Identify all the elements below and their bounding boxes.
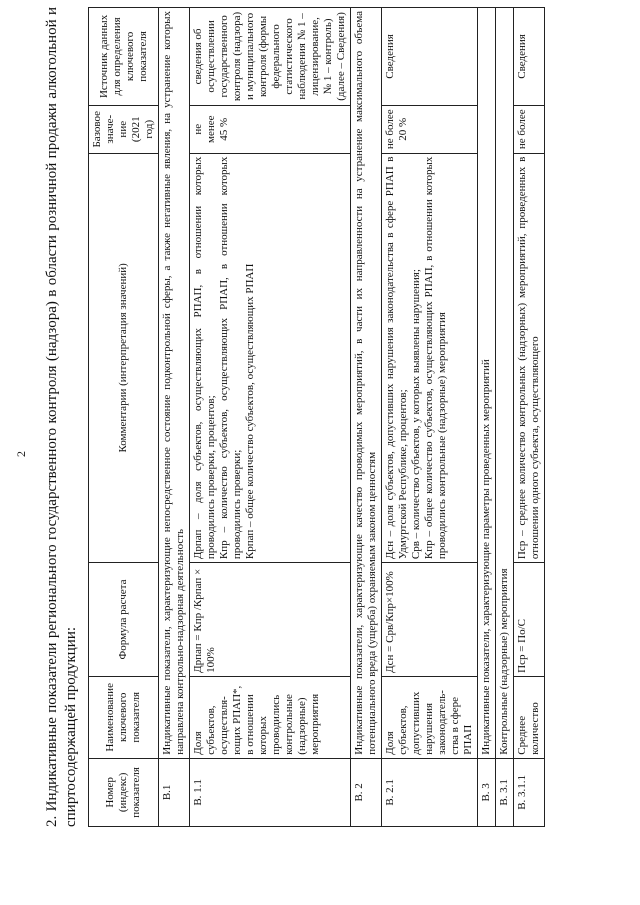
indicator-source: сведения об осуществлении государственного контроля (надзора) и муниципального контроля (формы федерального статистического наблюдения № 1 – лицензирование, № 1 – контроль) (далее – Сведения) bbox=[190, 8, 351, 106]
row-num: В. 2.1 bbox=[382, 758, 478, 826]
section-text: Индикативные показатели, характеризующие качество проводимых мероприятий, в части их направленности на устранение максимального объема потенциального вреда (ущерба) охраняемым законом ценностям bbox=[351, 8, 382, 759]
page-number: 2 bbox=[14, 451, 28, 457]
row-num: В. 1.1 bbox=[190, 758, 351, 826]
indicator-formula: Пср = По/С bbox=[514, 563, 545, 677]
header-source: Источник данных для определения ключевого показателя bbox=[89, 8, 159, 106]
indicator-base: не менее 45 % bbox=[190, 105, 351, 153]
indicator-name: Среднее количество bbox=[514, 676, 545, 758]
row-num: В. 2 bbox=[351, 758, 382, 826]
row-num: В. 3 bbox=[478, 758, 496, 826]
table-row bbox=[190, 8, 351, 827]
indicator-formula: Дсн = Срв/Кпр×100% bbox=[382, 563, 478, 677]
indicator-source: Сведения bbox=[382, 8, 478, 106]
table-row bbox=[382, 8, 478, 827]
indicator-comment: Дсн – доля субъектов, допустивших нарушения законодательства в сфере РПАП в Удмуртской Республике, процентов; Срв – количество субъектов, у которых выявлены нарушения; Кпр – общее количество субъектов, осуществляющих РПАП, в отношении которых проводились контрольные (надзорные) мероприятия bbox=[382, 153, 478, 563]
indicator-base: не более bbox=[514, 105, 545, 153]
header-num: Номер (индекс) показателя bbox=[89, 758, 159, 826]
section-heading: 2. Индикативные показатели регионального государственного контроля (надзора) в области розничной продажи алкогольной и спиртосодержащей продукции: bbox=[44, 7, 79, 827]
indicator-formula: Дрпап = Кпр /Крпап × 100% bbox=[190, 563, 351, 677]
header-comment: Комментарии (интерпретация значений) bbox=[89, 153, 159, 563]
section-text: Индикативные показатели, характеризующие параметры проведенных мероприятий bbox=[478, 8, 496, 759]
header-name: Наименование ключевого показателя bbox=[89, 676, 159, 758]
row-num: В. 3.1 bbox=[496, 758, 514, 826]
table-row bbox=[159, 8, 190, 827]
row-num: В.1 bbox=[159, 758, 190, 826]
indicators-table bbox=[88, 7, 545, 827]
header-formula: Формула расчета bbox=[89, 563, 159, 677]
table-row bbox=[351, 8, 382, 827]
header-base: Базовое значе-ние (2021 год) bbox=[89, 105, 159, 153]
indicator-name: Доля субъектов, осуществля-ющих РПАП*, в отношении которых проводились контрольные (надзорные) мероприятия bbox=[190, 676, 351, 758]
table-row bbox=[514, 8, 545, 827]
section-text: Индикативные показатели, характеризующие непосредственное состояние подконтрольной сферы, а также негативные явления, на устранение которых направлена контрольно-надзорная деятельность bbox=[159, 8, 190, 759]
indicator-comment: Дрпап – доля субъектов, осуществляющих РПАП, в отношении которых проводились проверки, процентов; Кпр – количество субъектов, осуществляющих РПАП, в отношении которых проводились проверки; Крпап – общее количество субъектов, осуществляющих РПАП bbox=[190, 153, 351, 563]
indicator-source: Сведения bbox=[514, 8, 545, 106]
indicator-comment: Пср – среднее количество контрольных (надзорных) мероприятий, проведенных в отношении одного субъекта, осуществляющего bbox=[514, 153, 545, 563]
section-text: Контрольные (надзорные) мероприятия bbox=[496, 8, 514, 759]
table-row bbox=[496, 8, 514, 827]
table-row bbox=[478, 8, 496, 827]
table-header-row bbox=[89, 8, 159, 827]
indicator-base: не более 20 % bbox=[382, 105, 478, 153]
indicator-name: Доля субъектов, допустивших нарушения законодатель-ства в сфере РПАП bbox=[382, 676, 478, 758]
row-num: В. 3.1.1 bbox=[514, 758, 545, 826]
